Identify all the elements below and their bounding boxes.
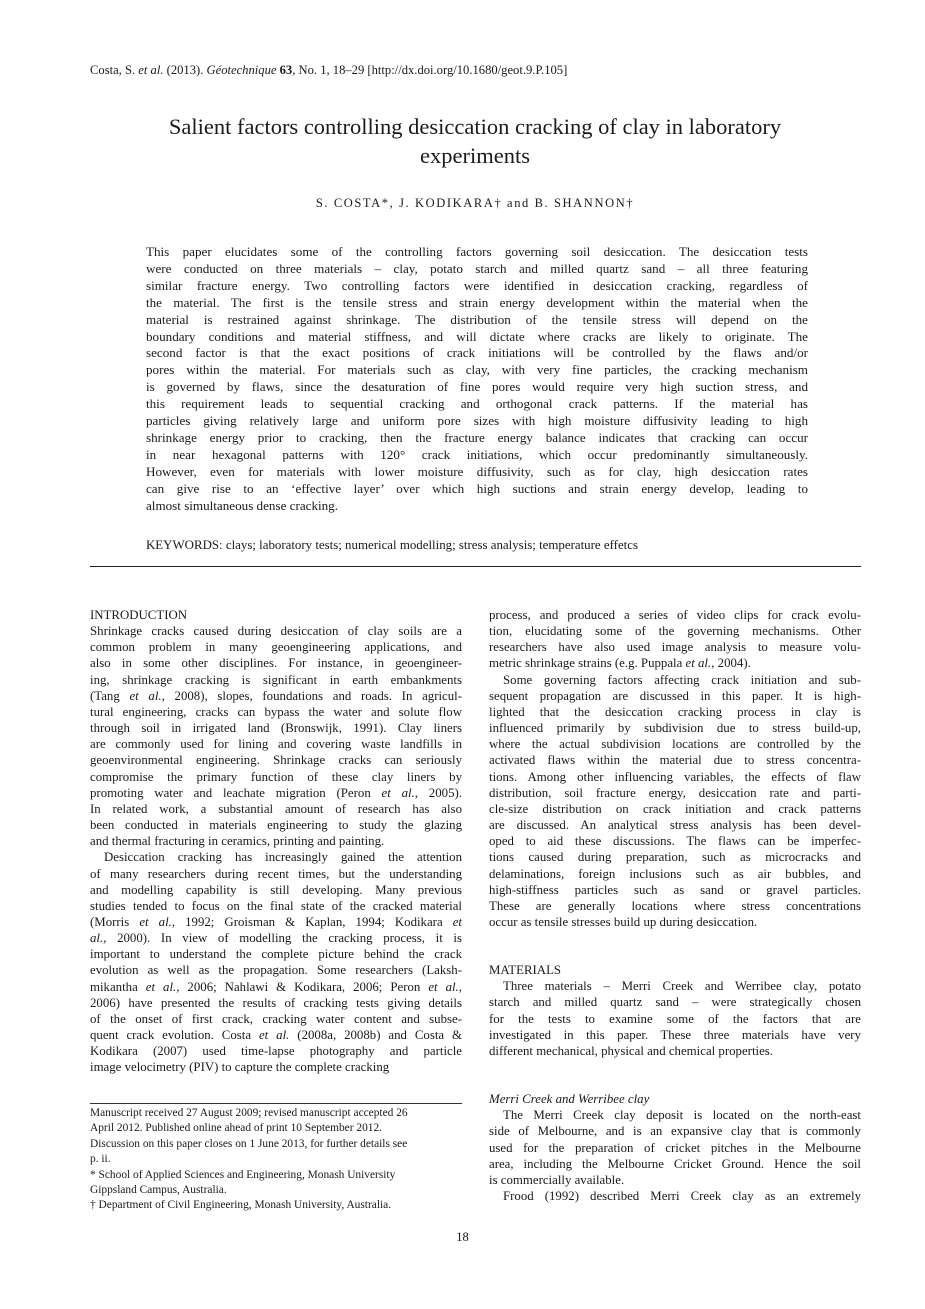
text-line: al., 2000). In view of modelling the cracking process, it is: [90, 931, 462, 946]
text-line: lighted that the desiccation cracking process in clay is: [489, 704, 861, 719]
footnote-divider: [90, 1103, 462, 1104]
text-line: activated flaws within the material due to stress concentra-: [489, 753, 861, 768]
footnotes: [90, 1106, 462, 1214]
text-line: this requirement leads to sequential cracking and orthogonal crack patterns. If the material has: [146, 396, 808, 412]
right-column: [489, 607, 861, 1204]
text-line: In related work, a substantial amount of research has also: [90, 801, 462, 816]
text-line: Manuscript received 27 August 2009; revised manuscript accepted 26: [90, 1107, 408, 1119]
text-line: area, including the Melbourne Cricket Ground. Hence the soil: [489, 1156, 861, 1171]
text-line: geoenvironmental engineering. Shrinkage cracks can seriously: [90, 753, 462, 768]
citation-authors: Costa, S.: [90, 63, 139, 77]
intro-paragraph-1: [90, 623, 462, 849]
text-line: process, and produced a series of video clips for crack evolu-: [489, 608, 861, 622]
citation-doi: , No. 1, 18–29 [http://dx.doi.org/10.1680/geot.9.P.105]: [292, 63, 568, 77]
text-line: for the tests to examine some of the factors that are: [489, 1011, 861, 1026]
text-line: influenced primarily by subdivision due to stress build-up,: [489, 721, 861, 736]
text-line: Frood (1992) described Merri Creek clay as an extremely: [503, 1189, 861, 1203]
text-line: pores within the material. For materials such as clay, with very fine particles, the cracking mechanism: [146, 362, 808, 378]
text-line: researchers have also used image analysis to measure volu-: [489, 640, 861, 655]
text-line: investigated in this paper. These three materials have very: [489, 1027, 861, 1042]
text-line: These are generally locations where stress concentrations: [489, 898, 861, 913]
text-line: Gippsland Campus, Australia.: [90, 1184, 227, 1197]
citation-journal: Géotechnique: [206, 63, 277, 77]
text-line: boundary conditions and material stiffness, and will dictate where cracks are likely to originate. The: [146, 328, 808, 344]
text-line: side of Melbourne, and is an expansive clay that is commonly: [489, 1124, 861, 1139]
text-line: sequent propagation are discussed in this paper. It is high-: [489, 688, 861, 703]
section-heading-introduction: INTRODUCTION: [90, 608, 188, 622]
text-line: (Morris et al., 1992; Groisman & Kaplan, 1994; Kodikara et: [90, 914, 462, 929]
text-line: mikantha et al., 2006; Nahlawi & Kodikara, 2006; Peron et al.,: [90, 979, 462, 994]
text-line: of many researchers during recent times, but the understanding: [90, 866, 462, 881]
title-line-1: Salient factors controlling desiccation cracking of clay in laboratory: [168, 114, 782, 139]
text-line: used for the preparation of cricket pitches in the Melbourne: [489, 1140, 861, 1155]
text-line: † Department of Civil Engineering, Monash University, Australia.: [90, 1199, 392, 1212]
text-line: cle-size distribution on crack initiation and crack patterns: [489, 801, 861, 816]
text-line: and thermal fracturing in ceramics, printing and painting.: [90, 834, 385, 849]
paper-title: [90, 112, 860, 170]
text-line: Three materials – Merri Creek and Werribee clay, potato: [503, 979, 861, 994]
text-line: distribution, soil fracture energy, desiccation rate and parti-: [489, 785, 861, 800]
author-list: S. COSTA*, J. KODIKARA† and B. SHANNON†: [315, 196, 635, 210]
text-line: delaminations, foreign inclusions such as air bubbles, and: [489, 866, 861, 881]
abstract-divider: [90, 566, 861, 567]
text-line: promoting water and leachate migration (Peron et al., 2005).: [90, 785, 462, 800]
text-line: of the onset of first crack, cracking water content and subse-: [90, 1011, 462, 1026]
text-line: tions caused during preparation, such as microcracks and: [489, 850, 861, 865]
text-line: Discussion on this paper closes on 1 June 2013, for further details see: [90, 1137, 408, 1150]
text-line: metric shrinkage strains (e.g. Puppala et al., 2004).: [489, 656, 751, 671]
title-line-2: experiments: [420, 143, 530, 168]
materials-paragraph-1: [489, 978, 861, 1059]
citation-year: (2013).: [163, 63, 207, 77]
text-line: particles giving relatively large and uniform pore sizes with high moisture diffusivity leading to high: [146, 413, 808, 429]
text-line: almost simultaneous dense cracking.: [146, 497, 338, 513]
citation-header: [90, 62, 850, 78]
text-line: is governed by flaws, since the desaturation of fine pores would require very high suction stress, and: [146, 379, 808, 395]
text-line: tion, elucidating some of the governing mechanisms. Other: [489, 624, 861, 639]
text-line: compromise the primary function of these clay liners by: [90, 769, 462, 784]
text-line: and modelling capability is still developing. Many previous: [90, 882, 462, 897]
text-line: Some governing factors affecting crack initiation and sub-: [503, 672, 861, 687]
materials-paragraph-2: [489, 1107, 861, 1188]
text-line: also in some other disciplines. For instance, in geoengineer-: [90, 656, 462, 671]
text-line: tions. Among other influencing variables, the effects of flaw: [489, 769, 861, 784]
text-line: This paper elucidates some of the controlling factors governing soil desiccation. The desiccation tests: [146, 244, 808, 259]
section-spacer: [489, 1059, 861, 1091]
text-line: 2006) have presented the results of cracking tests giving details: [90, 995, 462, 1010]
text-line: were conducted on three materials – clay, potato starch and milled quartz sand – all three featuring: [146, 260, 808, 276]
text-line: is commercially available.: [489, 1172, 625, 1187]
intro-paragraph-2: [90, 849, 462, 1075]
text-line: studies tended to focus on the final state of the cracked material: [90, 898, 462, 913]
text-line: tural engineering, cracks can bypass the water and solute flow: [90, 704, 462, 719]
text-line: can give rise to an ‘effective layer’ over which high suctions and strain energy develop, leading to: [146, 480, 808, 496]
text-line: important to understand the complete picture behind the crack: [90, 947, 462, 962]
materials-paragraph-3: [489, 1188, 861, 1204]
abstract: [146, 244, 808, 515]
text-line: material is restrained against shrinkage. The distribution of the tensile stress will depend on the: [146, 311, 808, 327]
subsection-heading-merri-creek: Merri Creek and Werribee clay: [489, 1092, 650, 1107]
text-line: p. ii.: [90, 1153, 111, 1166]
text-line: been conducted in materials engineering to study the glazing: [90, 818, 462, 833]
text-line: high-stiffness particles such as sand or gravel particles.: [489, 882, 861, 897]
text-line: The Merri Creek clay deposit is located on the north-east: [503, 1108, 861, 1123]
text-line: image velocimetry (PIV) to capture the complete cracking: [90, 1060, 390, 1075]
text-line: quent crack evolution. Costa et al. (2008a, 2008b) and Costa &: [90, 1028, 462, 1043]
text-line: Kodikara (2007) used time-lapse photography and particle: [90, 1044, 462, 1059]
text-line: starch and milled quartz sand – were strategically chosen: [489, 995, 861, 1010]
text-line: Shrinkage cracks caused during desiccation of clay soils are a: [90, 624, 462, 639]
citation-etal: et al.: [138, 63, 164, 77]
text-line: are commonly used for lining and covering waste landfills in: [90, 737, 462, 752]
text-line: in near hexagonal patterns with 120° crack initiations, which occur predominantly simultaneously.: [146, 446, 808, 462]
text-line: are discussed. An analytical stress analysis has been devel-: [489, 818, 861, 833]
text-line: shrinkage energy prior to cracking, then the fracture energy balance indicates that cracking can occur: [146, 429, 808, 445]
text-line: Desiccation cracking has increasingly gained the attention: [104, 850, 462, 865]
intro-paragraph-4: [489, 672, 861, 931]
text-line: evolution as well as the propagation. Some researchers (Laksh-: [90, 963, 462, 978]
text-line: similar fracture energy. Two controlling factors were identified in desiccation cracking, regardless of: [146, 277, 808, 293]
text-line: oped to aid these discussions. The flaws can be imperfec-: [489, 834, 861, 849]
text-line: However, even for materials with lower moisture diffusivity, such as for clay, high desiccation rates: [146, 463, 808, 479]
text-line: through soil in irrigated land (Bronswijk, 1991). Clay liners: [90, 721, 462, 736]
keywords: KEYWORDS: clays; laboratory tests; numerical modelling; stress analysis; temperature effetcs: [146, 538, 638, 552]
text-line: second factor is that the exact positions of crack initiations will be controlled by the flaws and/or: [146, 345, 808, 361]
left-column: [90, 607, 462, 1076]
text-line: common problem in many geoengineering applications, and: [90, 640, 462, 655]
text-line: different mechanical, physical and chemical properties.: [489, 1043, 773, 1058]
text-line: April 2012. Published online ahead of print 10 September 2012.: [90, 1122, 382, 1135]
intro-paragraph-3: [489, 607, 861, 672]
text-line: ing, shrinkage cracking is significant in earth embankments: [90, 672, 462, 687]
page-number: 18: [456, 1230, 469, 1244]
section-spacer: [489, 930, 861, 962]
text-line: the material. The first is the tensile stress and strain energy development within the material when the: [146, 294, 808, 310]
text-line: (Tang et al., 2008), slopes, foundations and roads. In agricul-: [90, 688, 463, 703]
text-line: where the actual subdivision locations are controlled by the: [489, 737, 861, 752]
text-line: occur as tensile stresses build up during desiccation.: [489, 914, 758, 929]
text-line: * School of Applied Sciences and Engineering, Monash University: [90, 1168, 396, 1181]
citation-volume: 63: [279, 63, 293, 77]
section-heading-materials: MATERIALS: [489, 963, 562, 978]
